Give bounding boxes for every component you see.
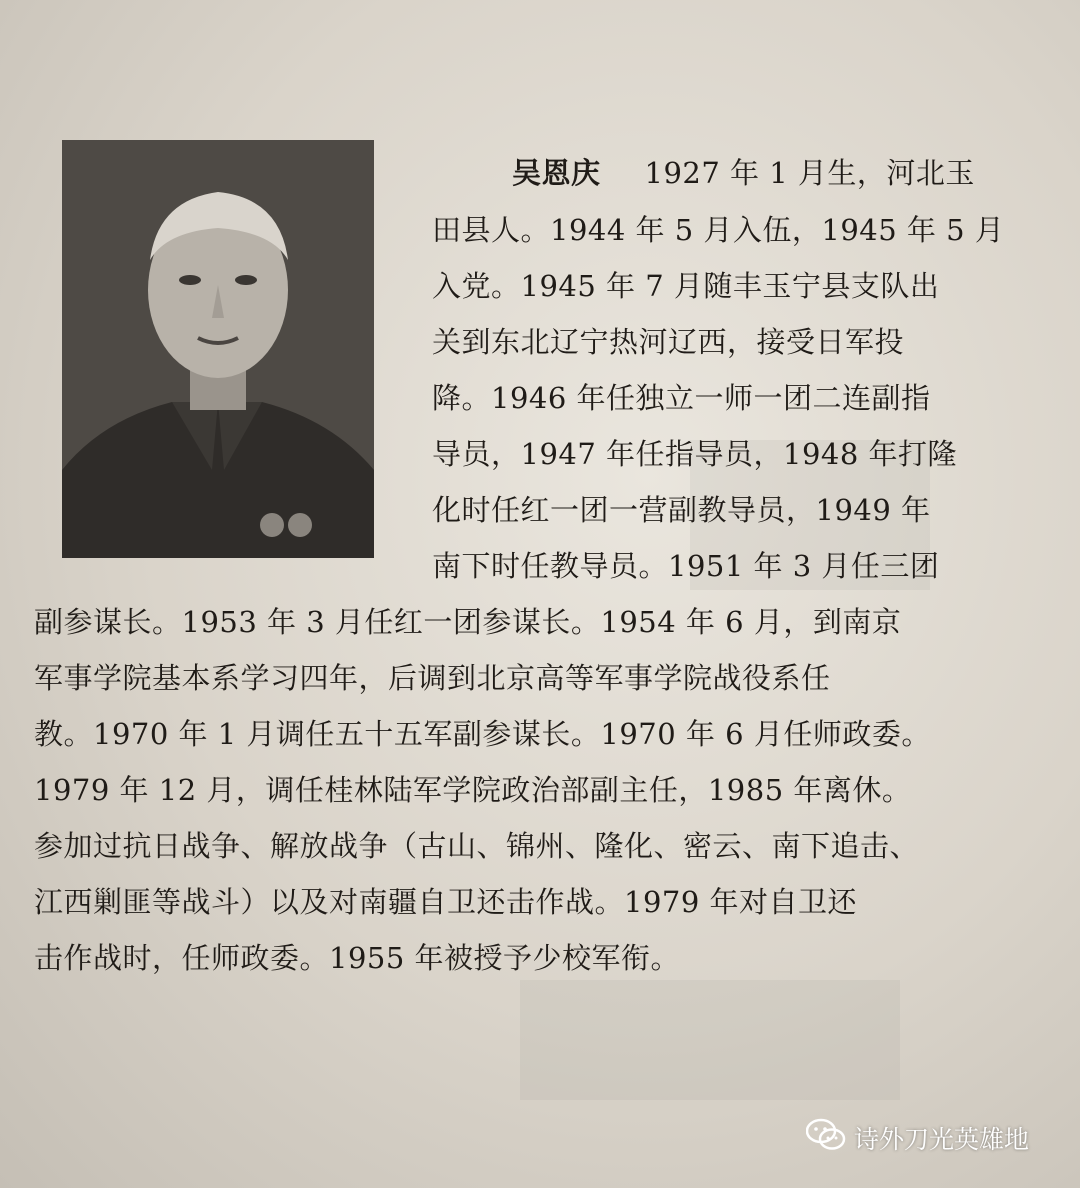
bio-line: 击作战时，任师政委。1955 年被授予少校军衔。	[34, 941, 681, 975]
bio-line: 1979 年 12 月，调任桂林陆军学院政治部副主任，1985 年离休。	[34, 773, 912, 807]
bleed-through-shadow-lower	[520, 980, 900, 1100]
person-name: 吴恩庆	[512, 156, 601, 190]
bio-first-line-text: 1927 年 1 月生，河北玉	[644, 156, 975, 190]
bio-line: 导员，1947 年任指导员，1948 年打隆	[432, 437, 958, 471]
bio-line: 副参谋长。1953 年 3 月任红一团参谋长。1954 年 6 月，到南京	[34, 605, 902, 639]
bio-line: 军事学院基本系学习四年，后调到北京高等军事学院战役系任	[34, 661, 831, 695]
bio-line: 南下时任教导员。1951 年 3 月任三团	[432, 549, 940, 583]
portrait-image	[62, 140, 374, 558]
bio-first-line	[512, 155, 1047, 191]
bio-line: 参加过抗日战争、解放战争（古山、锦州、隆化、密云、南下追击、	[34, 829, 920, 863]
bio-line: 化时任红一团一营副教导员，1949 年	[432, 493, 931, 527]
bio-line: 江西剿匪等战斗）以及对南疆自卫还击作战。1979 年对自卫还	[34, 885, 858, 919]
bio-line: 田县人。1944 年 5 月入伍，1945 年 5 月	[432, 213, 1005, 247]
bio-line: 关到东北辽宁热河辽西，接受日军投	[432, 325, 905, 359]
bio-line: 降。1946 年任独立一师一团二连副指	[432, 381, 931, 415]
portrait-photo	[62, 140, 374, 558]
watermark-text: 诗外刀光英雄地	[854, 1125, 1030, 1154]
bio-line: 教。1970 年 1 月调任五十五军副参谋长。1970 年 6 月任师政委。	[34, 717, 931, 751]
wechat-icon	[806, 1118, 846, 1158]
watermark	[806, 1118, 1029, 1158]
bio-line: 入党。1945 年 7 月随丰玉宁县支队出	[432, 269, 940, 303]
